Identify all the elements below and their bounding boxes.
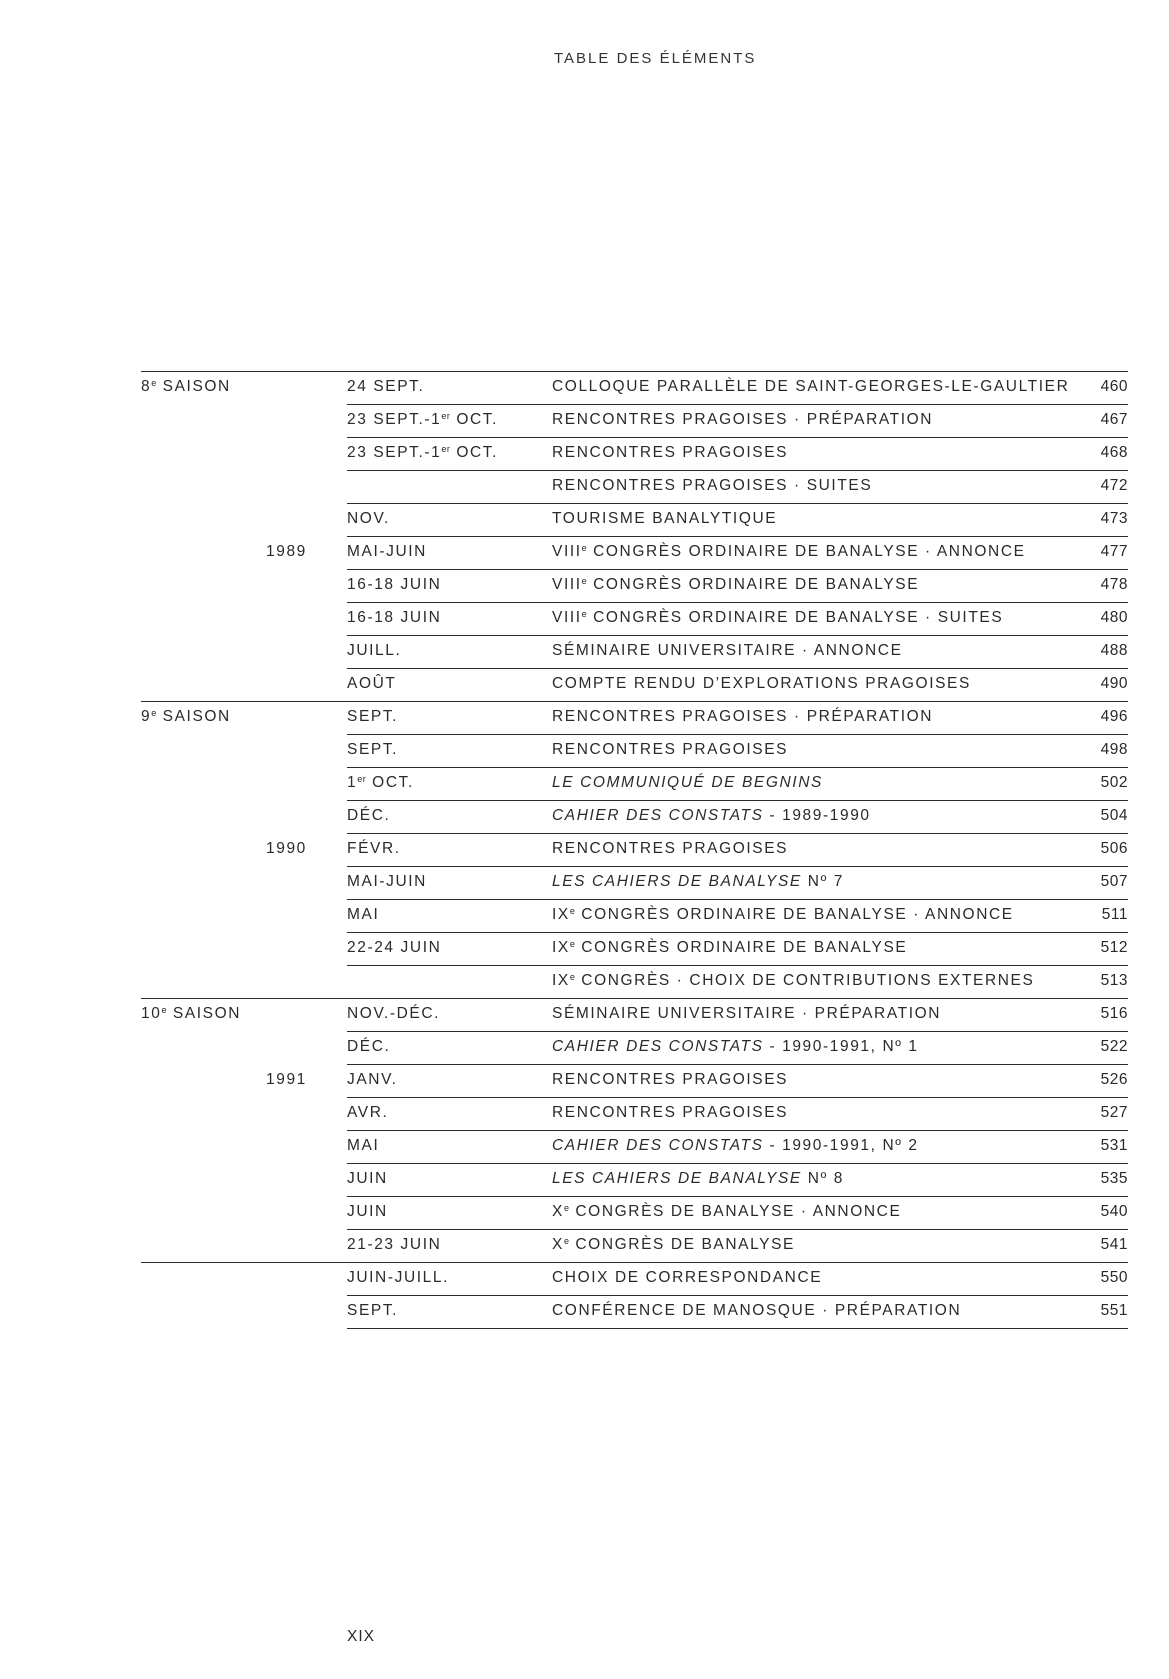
row-divider bbox=[347, 1064, 1128, 1065]
toc-row bbox=[141, 404, 1128, 437]
entry-page-number: 550 bbox=[1100, 1269, 1128, 1286]
entry-title: CHOIX DE CORRESPONDANCE bbox=[552, 1269, 823, 1286]
entry-page-number: 473 bbox=[1100, 510, 1128, 527]
toc-row bbox=[141, 1295, 1128, 1328]
row-divider bbox=[347, 965, 1128, 966]
entry-title: CONFÉRENCE DE MANOSQUE · PRÉPARATION bbox=[552, 1302, 962, 1319]
row-divider bbox=[347, 668, 1128, 669]
year-label: 1990 bbox=[266, 840, 307, 857]
entry-title: VIIIe CONGRÈS ORDINAIRE DE BANALYSE · ANNONCE bbox=[552, 543, 1026, 560]
toc-row bbox=[141, 635, 1128, 668]
row-divider bbox=[347, 734, 1128, 735]
entry-page-number: 480 bbox=[1100, 609, 1128, 626]
toc-row bbox=[141, 668, 1128, 701]
row-divider bbox=[347, 767, 1128, 768]
entry-page-number: 526 bbox=[1100, 1071, 1128, 1088]
entry-title: LES CAHIERS DE BANALYSE Nº 7 bbox=[552, 873, 844, 890]
toc-row bbox=[141, 1064, 1128, 1097]
entry-page-number: 507 bbox=[1100, 873, 1128, 890]
row-divider bbox=[347, 932, 1128, 933]
entry-title: SÉMINAIRE UNIVERSITAIRE · PRÉPARATION bbox=[552, 1005, 942, 1022]
entry-page-number: 488 bbox=[1100, 642, 1128, 659]
row-divider bbox=[347, 437, 1128, 438]
entry-page-number: 460 bbox=[1100, 378, 1128, 395]
toc-row bbox=[141, 1196, 1128, 1229]
entry-date: AOÛT bbox=[347, 675, 397, 692]
toc-row bbox=[141, 1097, 1128, 1130]
entry-title: RENCONTRES PRAGOISES bbox=[552, 840, 789, 857]
row-divider bbox=[347, 800, 1128, 801]
entry-page-number: 467 bbox=[1100, 411, 1128, 428]
entry-title: RENCONTRES PRAGOISES · PRÉPARATION bbox=[552, 708, 934, 725]
entry-date: MAI-JUIN bbox=[347, 543, 427, 560]
year-label: 1989 bbox=[266, 543, 307, 560]
row-divider bbox=[141, 701, 1128, 702]
entry-title: CAHIER DES CONSTATS - 1990-1991, Nº 1 bbox=[552, 1038, 919, 1055]
page-folio: XIX bbox=[347, 1628, 375, 1645]
entry-page-number: 496 bbox=[1100, 708, 1128, 725]
row-divider bbox=[347, 899, 1128, 900]
entry-date: MAI bbox=[347, 906, 380, 923]
entry-page-number: 551 bbox=[1100, 1302, 1128, 1319]
entry-title: Xe CONGRÈS DE BANALYSE · ANNONCE bbox=[552, 1203, 902, 1220]
year-label: 1991 bbox=[266, 1071, 307, 1088]
toc-row bbox=[141, 932, 1128, 965]
entry-title: RENCONTRES PRAGOISES · PRÉPARATION bbox=[552, 411, 934, 428]
entry-title: IXe CONGRÈS ORDINAIRE DE BANALYSE · ANNONCE bbox=[552, 906, 1014, 923]
entry-title: IXe CONGRÈS ORDINAIRE DE BANALYSE bbox=[552, 939, 908, 956]
entry-title: CAHIER DES CONSTATS - 1990-1991, Nº 2 bbox=[552, 1137, 919, 1154]
entry-page-number: 541 bbox=[1100, 1236, 1128, 1253]
entry-page-number: 498 bbox=[1100, 741, 1128, 758]
entry-title: RENCONTRES PRAGOISES bbox=[552, 1071, 789, 1088]
entry-page-number: 506 bbox=[1100, 840, 1128, 857]
entry-page-number: 527 bbox=[1100, 1104, 1128, 1121]
toc-row bbox=[141, 602, 1128, 635]
toc-row bbox=[141, 371, 1128, 404]
entry-title: CAHIER DES CONSTATS - 1989-1990 bbox=[552, 807, 871, 824]
entry-date: DÉC. bbox=[347, 807, 391, 824]
entry-title: VIIIe CONGRÈS ORDINAIRE DE BANALYSE · SUITES bbox=[552, 609, 1004, 626]
entry-page-number: 511 bbox=[1101, 906, 1128, 923]
entry-title: Xe CONGRÈS DE BANALYSE bbox=[552, 1236, 795, 1253]
entry-page-number: 472 bbox=[1100, 477, 1128, 494]
entry-page-number: 513 bbox=[1100, 972, 1128, 989]
toc-row bbox=[141, 1163, 1128, 1196]
entry-title: TOURISME BANALYTIQUE bbox=[552, 510, 778, 527]
toc-row bbox=[141, 437, 1128, 470]
entry-date: 23 SEPT.-1er OCT. bbox=[347, 444, 499, 461]
row-divider bbox=[347, 866, 1128, 867]
running-head: TABLE DES ÉLÉMENTS bbox=[554, 50, 757, 67]
entry-page-number: 512 bbox=[1100, 939, 1128, 956]
entry-date: 16-18 JUIN bbox=[347, 576, 442, 593]
entry-page-number: 478 bbox=[1100, 576, 1128, 593]
season-label: 9e SAISON bbox=[141, 708, 231, 725]
entry-page-number: 535 bbox=[1100, 1170, 1128, 1187]
entry-date: JUILL. bbox=[347, 642, 402, 659]
entry-date: 24 SEPT. bbox=[347, 378, 425, 395]
entry-date: SEPT. bbox=[347, 1302, 399, 1319]
row-divider bbox=[347, 1229, 1128, 1230]
entry-date: NOV. bbox=[347, 510, 390, 527]
entry-date: DÉC. bbox=[347, 1038, 391, 1055]
toc-row bbox=[141, 536, 1128, 569]
entry-date: JUIN-JUILL. bbox=[347, 1269, 450, 1286]
toc-row bbox=[141, 800, 1128, 833]
entry-page-number: 477 bbox=[1100, 543, 1128, 560]
toc-row bbox=[141, 734, 1128, 767]
row-divider bbox=[347, 1130, 1128, 1131]
entry-title: COLLOQUE PARALLÈLE DE SAINT-GEORGES-LE-GAULTIER bbox=[552, 378, 1070, 395]
toc-row bbox=[141, 965, 1128, 998]
toc-row bbox=[141, 1229, 1128, 1262]
toc-row bbox=[141, 899, 1128, 932]
toc-row bbox=[141, 1130, 1128, 1163]
entry-date: 23 SEPT.-1er OCT. bbox=[347, 411, 499, 428]
entry-page-number: 522 bbox=[1100, 1038, 1128, 1055]
toc-row bbox=[141, 767, 1128, 800]
entry-title: LES CAHIERS DE BANALYSE Nº 8 bbox=[552, 1170, 844, 1187]
toc-row bbox=[141, 701, 1128, 734]
row-divider bbox=[141, 1262, 1128, 1263]
toc-row bbox=[141, 866, 1128, 899]
toc-row bbox=[141, 569, 1128, 602]
entry-date: MAI-JUIN bbox=[347, 873, 427, 890]
entry-date: MAI bbox=[347, 1137, 380, 1154]
season-label: 8e SAISON bbox=[141, 378, 231, 395]
row-divider bbox=[347, 1295, 1128, 1296]
entry-title: LE COMMUNIQUÉ DE BEGNINS bbox=[552, 774, 823, 791]
row-divider bbox=[347, 503, 1128, 504]
season-label: 10e SAISON bbox=[141, 1005, 242, 1022]
entry-title: IXe CONGRÈS · CHOIX DE CONTRIBUTIONS EXTERNES bbox=[552, 972, 1035, 989]
entry-page-number: 540 bbox=[1100, 1203, 1128, 1220]
entry-date: JANV. bbox=[347, 1071, 398, 1088]
entry-title: RENCONTRES PRAGOISES bbox=[552, 1104, 789, 1121]
entry-page-number: 502 bbox=[1100, 774, 1128, 791]
entry-date: 16-18 JUIN bbox=[347, 609, 442, 626]
table-of-contents bbox=[141, 371, 1128, 1329]
toc-row bbox=[141, 470, 1128, 503]
entry-date: FÉVR. bbox=[347, 840, 401, 857]
entry-date: AVR. bbox=[347, 1104, 389, 1121]
row-divider bbox=[347, 1196, 1128, 1197]
entry-title: RENCONTRES PRAGOISES bbox=[552, 444, 789, 461]
row-divider bbox=[347, 536, 1128, 537]
entry-date: SEPT. bbox=[347, 708, 399, 725]
toc-row bbox=[141, 1262, 1128, 1295]
row-divider bbox=[347, 470, 1128, 471]
row-divider bbox=[347, 404, 1128, 405]
entry-title: SÉMINAIRE UNIVERSITAIRE · ANNONCE bbox=[552, 642, 903, 659]
toc-row bbox=[141, 1031, 1128, 1064]
row-divider bbox=[347, 1031, 1128, 1032]
entry-title: RENCONTRES PRAGOISES bbox=[552, 741, 789, 758]
toc-row bbox=[141, 998, 1128, 1031]
entry-page-number: 490 bbox=[1100, 675, 1128, 692]
row-divider bbox=[347, 833, 1128, 834]
entry-date: 22-24 JUIN bbox=[347, 939, 442, 956]
entry-page-number: 504 bbox=[1100, 807, 1128, 824]
row-divider bbox=[347, 602, 1128, 603]
entry-date: SEPT. bbox=[347, 741, 399, 758]
entry-date: 1er OCT. bbox=[347, 774, 414, 791]
row-divider bbox=[141, 998, 1128, 999]
entry-title: COMPTE RENDU D’EXPLORATIONS PRAGOISES bbox=[552, 675, 971, 692]
row-divider bbox=[347, 635, 1128, 636]
row-divider bbox=[347, 1163, 1128, 1164]
entry-page-number: 516 bbox=[1100, 1005, 1128, 1022]
entry-title: VIIIe CONGRÈS ORDINAIRE DE BANALYSE bbox=[552, 576, 920, 593]
row-divider bbox=[347, 569, 1128, 570]
entry-date: JUIN bbox=[347, 1170, 388, 1187]
entry-page-number: 468 bbox=[1100, 444, 1128, 461]
row-divider bbox=[347, 1097, 1128, 1098]
row-divider bbox=[141, 371, 1128, 372]
toc-row bbox=[141, 503, 1128, 536]
entry-date: JUIN bbox=[347, 1203, 388, 1220]
entry-page-number: 531 bbox=[1100, 1137, 1128, 1154]
entry-title: RENCONTRES PRAGOISES · SUITES bbox=[552, 477, 873, 494]
entry-date: NOV.-DÉC. bbox=[347, 1005, 441, 1022]
entry-date: 21-23 JUIN bbox=[347, 1236, 442, 1253]
table-bottom-rule bbox=[347, 1328, 1128, 1329]
toc-row bbox=[141, 833, 1128, 866]
